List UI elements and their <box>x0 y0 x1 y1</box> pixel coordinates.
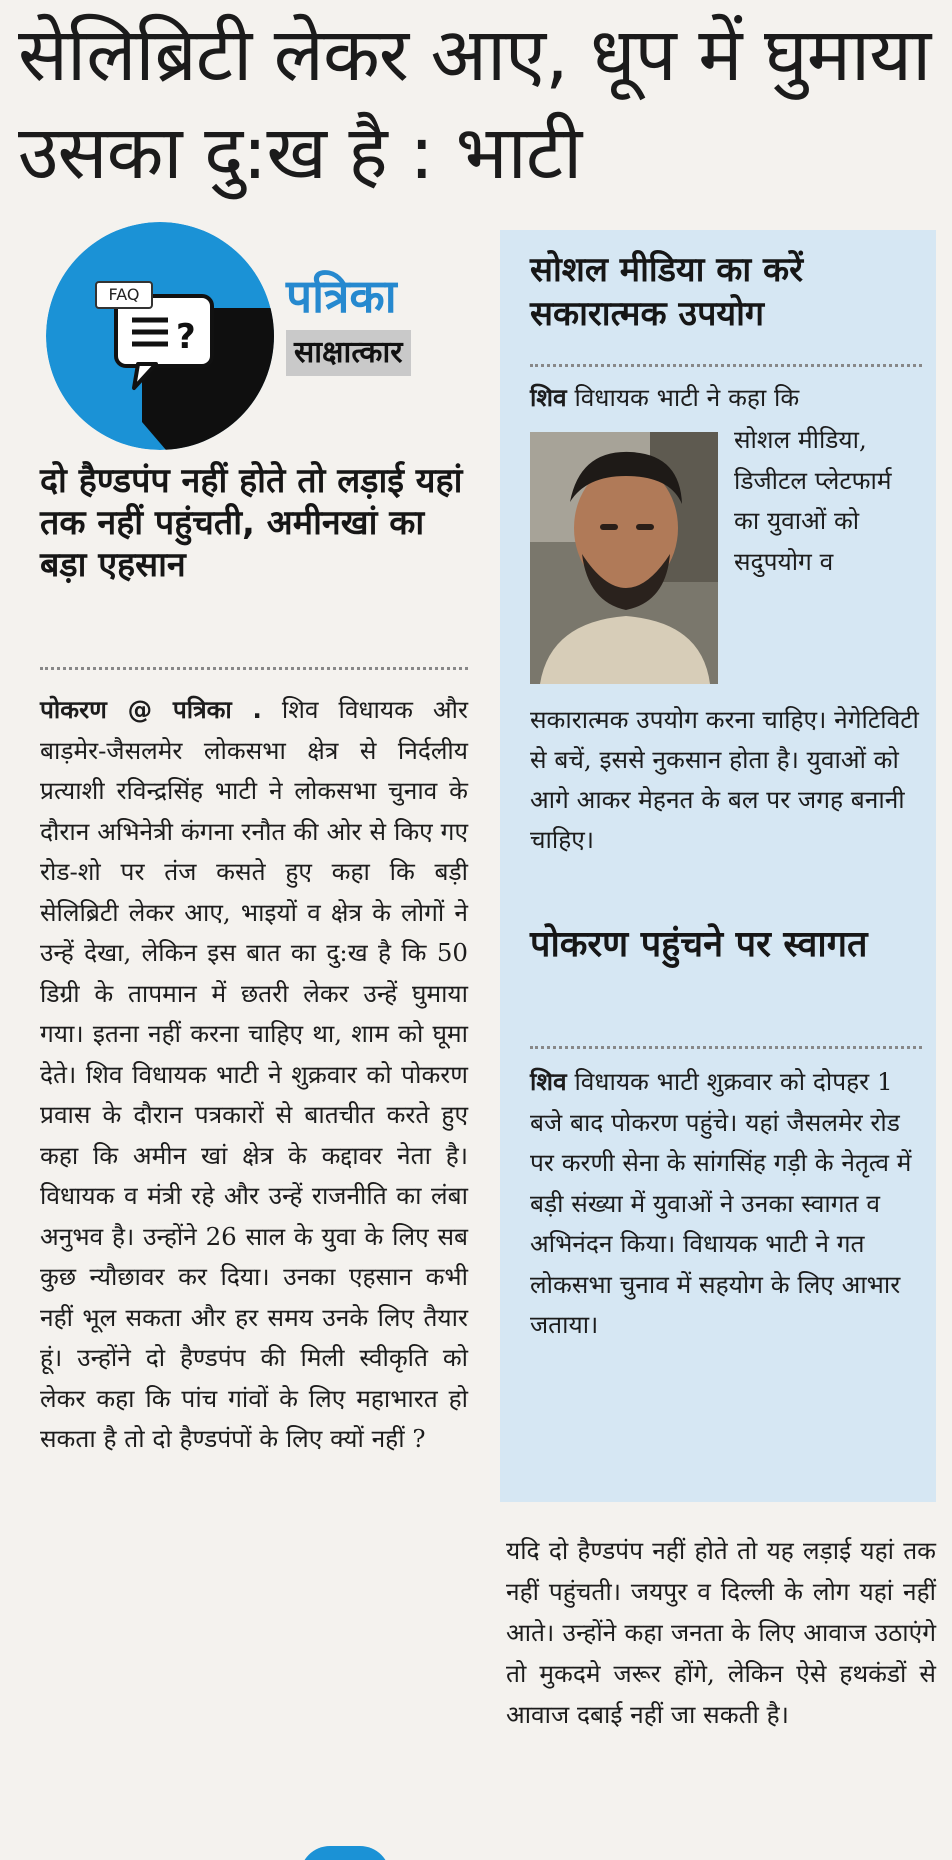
divider <box>530 364 922 367</box>
text-beside-photo: सोशल मीडिया, डिजीटल प्लेटफार्म का युवाओं को सदुपयोग व <box>734 425 892 576</box>
portrait-image <box>530 432 718 684</box>
headline: सेलिब्रिटी लेकर आए, धूप में घुमाया उसका दु:ख है : भाटी <box>18 12 931 196</box>
lead-word: शिव <box>530 383 567 412</box>
faq-tag-icon: FAQ <box>95 281 153 309</box>
decorative-arc <box>300 1846 390 1860</box>
sidebar-heading-social-media: सोशल मीडिया का करें सकारात्मक उपयोग <box>530 250 804 334</box>
text-after-photo: सकारात्मक उपयोग करना चाहिए। नेगेटिविटी से बचें, इससे नुकसान होता है। युवाओं को आगे आकर मेहनत के बल पर जगह बनानी चाहिए। <box>530 705 919 854</box>
faq-badge-graphic <box>46 222 274 450</box>
sidebar-intro <box>530 378 930 418</box>
brand-name: पत्रिका <box>286 269 397 323</box>
portrait-photo <box>530 432 718 684</box>
welcome-text: विधायक भाटी शुक्रवार को दोपहर 1 बजे बाद पोकरण पहुंचे। यहां जैसलमेर रोड पर करणी सेना के सांगसिंह गड़ी के नेतृत्व में बड़ी संख्या में युवाओं ने उनका स्वागत व अभिनंदन किया। विधायक भाटी ने गत लोकसभा चुनाव में सहयोग के लिए आभार जताया। <box>530 1067 912 1339</box>
sidebar-welcome-text <box>530 1062 930 1346</box>
main-article-body <box>40 690 468 1460</box>
svg-text:?: ? <box>176 317 196 357</box>
dateline: पोकरण @ पत्रिका . <box>40 695 262 724</box>
sidebar-heading-welcome: पोकरण पहुंचने पर स्वागत <box>530 924 868 965</box>
sub-headline: दो हैण्डपंप नहीं होते तो लड़ाई यहां तक नहीं पहुंचती, अमीनखां का बड़ा एहसान <box>40 461 463 585</box>
section-label: साक्षात्कार <box>286 330 411 376</box>
article-continuation: यदि दो हैण्डपंप नहीं होते तो यह लड़ाई यहां तक नहीं पहुंचती। जयपुर व दिल्ली के लोग यहां नहीं आते। उन्होंने कहा जनता के लिए आवाज उठाएंगे तो मुकदमे जरूर होंगे, लेकिन ऐसे हथकंडों से आवाज दबाई नहीं जा सकती है। <box>506 1536 936 1729</box>
article-text: शिव विधायक और बाड़मेर-जैसलमेर लोकसभा क्षेत्र से निर्दलीय प्रत्याशी रविन्द्रसिंह भाटी ने लोकसभा चुनाव के दौरान अभिनेत्री कंगना रनौत की ओर से किए गए रोड-शो पर तंज कसते हुए कहा कि बड़ी सेलिब्रिटी लेकर आए, भाइयों व क्षेत्र के लोगों ने उन्हें देखा, लेकिन इस बात का दु:ख है कि 50 डिग्री के तापमान में छतरी लेकर उन्हें घुमाया गया। इतना नहीं करना चाहिए था, शाम को घूमा देते। शिव विधायक भाटी ने शुक्रवार को पोकरण प्रवास के दौरान पत्रकारों से बातचीत करते हुए कहा कि अमीन खां क्षेत्र के कद्दावर नेता है। विधायक व मंत्री रहे और उन्हें राजनीति का लंबा अनुभव है। उन्होंने 26 साल के युवा के लिए सब कुछ न्यौछावर कर दिया। उनका एहसान कभी नहीं भूल सकता और हर समय उनके लिए तैयार हूं। उन्होंने दो हैण्डपंप की मिली स्वीकृति को लेकर कहा कि पांच गांवों के लिए महाभारत हो सकता है तो दो हैण्डपंपों के लिए क्यों नहीं ? <box>40 695 468 1453</box>
lead-word: शिव <box>530 1067 567 1096</box>
faq-badge <box>46 222 274 450</box>
intro-text: विधायक भाटी ने कहा कि <box>574 383 800 412</box>
divider <box>40 667 468 670</box>
divider <box>530 1046 922 1049</box>
